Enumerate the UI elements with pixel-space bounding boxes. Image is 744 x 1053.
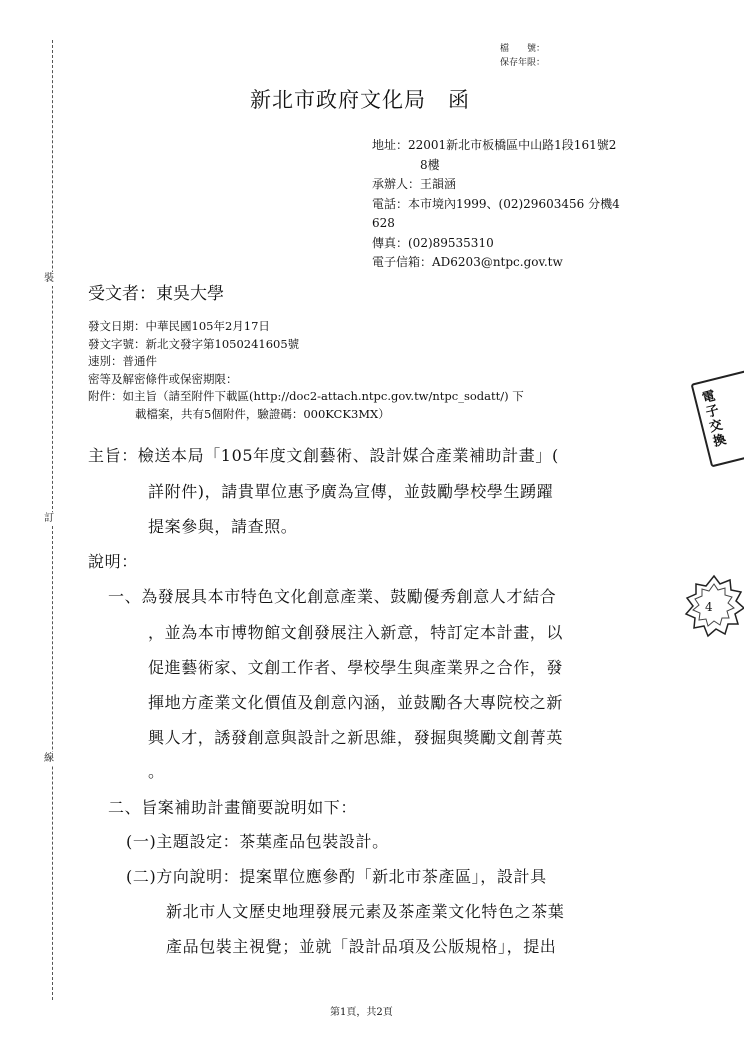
item2-sub2-line3: 產品包裝主視覺；並就「設計品項及公版規格」，提出 [166,937,557,956]
binding-mark-ding: 訂 [44,513,54,524]
confidentiality: 密等及解密條件或保密期限： [88,371,238,386]
attachment-line1: 附件：如主旨（請至附件下載區(http://doc2-attach.ntpc.gov.tw/ntpc_sodatt/) 下 [88,389,524,403]
rosette-stamp-number: 4 [705,600,713,614]
stamp-text: 電子交換 [700,388,728,451]
binding-mark-zhuang: 裝 [44,273,54,284]
document-title: 新北市政府文化局 函 [250,88,470,112]
retention-period-label: 保存年限： [500,58,546,68]
document-number: 發文字號：新北文發字第1050241605號 [88,336,300,351]
subject-line2: 詳附件)，請貴單位惠予廣為宣傳，並鼓勵學校學生踴躍 [148,482,554,501]
recipient: 受文者：東吳大學 [88,284,224,304]
issue-date: 發文日期：中華民國105年2月17日 [88,319,270,333]
attachment-line2: 載檔案，共有5個附件，驗證碼：000KCK3MX） [135,406,390,421]
sender-phone-line1: 電話：本市境內1999、(02)29603456 分機4 [372,196,620,211]
item1-line2: ，並為本市博物館文創發展注入新意，特訂定本計畫，以 [148,623,564,642]
subject-line1: 主旨：檢送本局「105年度文創藝術、設計媒合產業補助計畫」( [88,446,559,465]
meta-block [88,318,524,423]
item1-line4: 揮地方產業文化價值及創意內涵，並鼓勵各大專院校之新 [148,693,564,712]
item2-sub2-line2: 新北市人文歷史地理發展元素及茶產業文化特色之茶葉 [166,902,565,921]
sender-address-line2: 8樓 [420,157,440,172]
delivery-speed: 速別：普通件 [88,354,157,368]
sender-address-line1: 地址：22001新北市板橋區中山路1段161號2 [372,138,617,152]
sender-contact: 承辦人：王韻涵 [372,177,457,191]
page-footer: 第1頁，共2頁 [330,1007,393,1018]
item2-heading: 二、旨案補助計畫簡要說明如下： [108,798,358,817]
rosette-stamp [684,574,744,638]
explanation-heading: 說明： [88,552,138,571]
sender-email: 電子信箱：AD6203@ntpc.gov.tw [372,255,563,269]
item1-line6: 。 [148,762,165,781]
sender-phone-line2: 628 [372,216,395,230]
electronic-exchange-stamp [691,369,744,468]
item2-sub1: (一)主題設定：茶葉產品包裝設計。 [126,832,389,851]
item2-sub2-line1: (二)方向說明：提案單位應參酌「新北市茶產區」，設計具 [126,867,547,886]
subject-line3: 提案參與，請查照。 [148,517,298,536]
item1-line5: 興人才，誘發創意與設計之新思維，發掘與獎勵文創菁英 [148,728,564,747]
item1-line1: 一、為發展具本市特色文化創意產業、鼓勵優秀創意人才結合 [108,587,557,606]
sender-fax: 傳真：(02)89535310 [372,235,494,250]
item1-line3: 促進藝術家、文創工作者、學校學生與產業界之合作，發 [148,658,564,677]
binding-mark-xian: 線 [44,753,54,764]
file-number-label: 檔 號： [500,44,546,54]
sender-block [372,136,620,273]
